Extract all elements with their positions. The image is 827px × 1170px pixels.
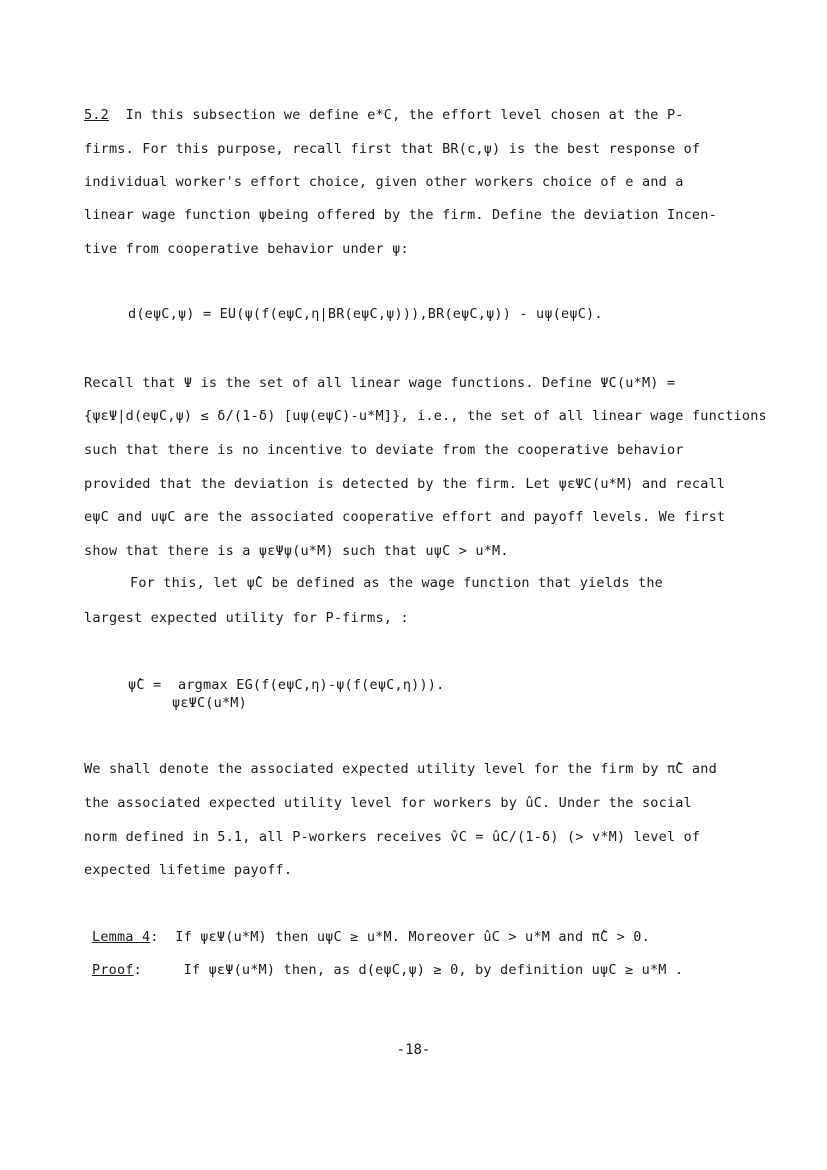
lemma-4 — [92, 928, 737, 946]
paragraph-3-line-1: For this, let ψ̂C be defined as the wage function that yields the — [130, 575, 663, 591]
paragraph-2-line-6: show that there is a ψεΨψ(u*M) such that uψC > u*M. — [84, 543, 509, 559]
equation-2-line-1: ψ̂C = argmax EG(f(eψC,η)-ψ(f(eψC,η))). — [128, 677, 445, 693]
paragraph-1-line-1 — [84, 106, 737, 124]
lemma-text: : If ψεΨ(u*M) then uψC ≥ u*M. Moreover ûC > u*M and π̂C > 0. — [150, 929, 650, 945]
proof — [92, 961, 737, 979]
paragraph-3-line-2: largest expected utility for P-firms, : — [84, 610, 409, 626]
paragraph-2-line-4: provided that the deviation is detected by the firm. Let ψεΨC(u*M) and recall — [84, 476, 726, 492]
paragraph-4-line-3: norm defined in 5.1, all P-workers receives v̂C = ûC/(1-δ) (> v*M) level of — [84, 829, 701, 845]
paragraph-1-line-1-text: In this subsection we define e*C, the effort level chosen at the P- — [125, 107, 684, 123]
proof-label: Proof — [92, 962, 134, 978]
page-number: -18- — [396, 1042, 431, 1058]
paragraph-4-line-1: We shall denote the associated expected utility level for the firm by π̂C and — [84, 761, 717, 777]
paragraph-2-line-5: eψC and uψC are the associated cooperative effort and payoff levels. We first — [84, 509, 726, 525]
paragraph-1-line-4: linear wage function ψbeing offered by the firm. Define the deviation Incen- — [84, 207, 717, 223]
lemma-label: Lemma 4 — [92, 929, 151, 945]
paragraph-4-line-4: expected lifetime payoff. — [84, 862, 293, 878]
paragraph-2-line-2: {ψεΨ|d(eψC,ψ) ≤ δ/(1-δ) [uψ(eψC)-u*M]}, i.e., the set of all linear wage functions — [84, 408, 767, 424]
paragraph-2-line-3: such that there is no incentive to deviate from the cooperative behavior — [84, 442, 684, 458]
paragraph-1-line-2: firms. For this purpose, recall first that BR(c,ψ) is the best response of — [84, 141, 701, 157]
equation-1: d(eψC,ψ) = EU(ψ(f(eψC,η|BR(eψC,ψ))),BR(eψC,ψ)) - uψ(eψC). — [128, 306, 603, 322]
paragraph-1-line-3: individual worker's effort choice, given other workers choice of e and a — [84, 174, 684, 190]
paragraph-2-line-1: Recall that Ψ is the set of all linear wage functions. Define ΨC(u*M) = — [84, 375, 676, 391]
proof-text: : If ψεΨ(u*M) then, as d(eψC,ψ) ≥ 0, by definition uψC ≥ u*M . — [133, 962, 684, 978]
paragraph-4-line-2: the associated expected utility level for workers by ûC. Under the social — [84, 795, 692, 811]
section-label: 5.2 — [84, 107, 109, 123]
equation-2-constraint: ψεΨC(u*M) — [172, 695, 247, 711]
paragraph-1-line-5: tive from cooperative behavior under ψ: — [84, 241, 409, 257]
